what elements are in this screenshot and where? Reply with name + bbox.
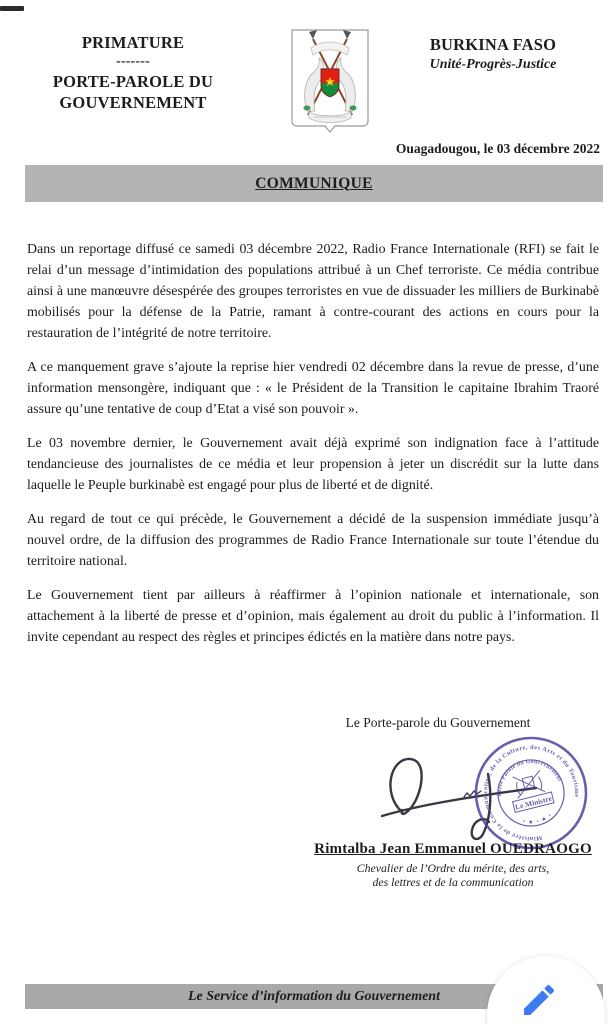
header-left-block bbox=[24, 32, 242, 113]
signatory-role: Le Porte-parole du Gouvernement bbox=[345, 715, 531, 730]
paragraph-1: Dans un reportage diffusé ce samedi 03 décembre 2022, Radio France Internationale (RFI) se fait le relai d’un message d’intimidation des populations attribué à un Chef terroriste. Ce média contribue ainsi à une manœuvre désespérée des groupes terroristes en vue de dissuader les milliers de Burkinabè mobilisés pour la défense de la Patrie, ramant à contre-courant des actions en cours pour la restauration de l’intégrité de notre territoire. bbox=[27, 242, 599, 341]
burkina-faso-coat-of-arms-icon bbox=[286, 27, 374, 135]
scan-artifact bbox=[0, 6, 24, 11]
svg-text:Ministère de la Communication, bbox=[472, 734, 591, 853]
dept-name-line1: PORTE-PAROLE DU bbox=[52, 72, 214, 91]
national-motto: Unité-Progrès-Justice bbox=[429, 57, 557, 72]
signatory-honors-line2: des lettres et de la communication bbox=[372, 874, 534, 889]
footer-text: Le Service d’information du Gouvernement bbox=[188, 988, 440, 1004]
paragraph-5: Le Gouvernement tient par ailleurs à réaffirmer à l’opinion nationale et internationale, son attachement à la liberté de presse et d’opinion, mais également au droit du public à l’information. Il invite cependant au respect des règles et principes édictés en la matière dans notre pays. bbox=[27, 588, 599, 645]
edit-button[interactable] bbox=[487, 956, 605, 1024]
document-title: COMMUNIQUE bbox=[255, 174, 373, 192]
title-banner bbox=[25, 165, 603, 202]
header-right-block bbox=[380, 34, 606, 75]
org-name: PRIMATURE bbox=[81, 33, 185, 52]
stamp-stars: • ★ • ★ • bbox=[522, 812, 554, 826]
signatory-block bbox=[302, 841, 604, 889]
pencil-icon bbox=[519, 980, 559, 1020]
paragraph-4: Au regard de tout ce qui précède, le Gouvernement a décidé de la suspension immédiate jusqu’à nouvel ordre, de la diffusion des programmes de Radio France Internationale sur toute l’étendue du territoire national. bbox=[27, 512, 599, 569]
dateline: Ouagadougou, le 03 décembre 2022 bbox=[395, 141, 600, 156]
document-body bbox=[27, 239, 599, 661]
stamp-inner-text: Porte Parole du Gouvernement bbox=[496, 758, 563, 797]
paragraph-2: A ce manquement grave s’ajoute la reprise hier vendredi 02 décembre dans la revue de presse, d’une information mensongère, indiquant que : « le Président de la Transition le capitaine Ibrahim Traoré assure qu’une tentative de coup d’Etat a visé son pouvoir ». bbox=[27, 360, 599, 417]
country-name: BURKINA FASO bbox=[429, 35, 557, 54]
stamp-outer-text: Ministère de la Communication, de la Culture, des Arts et du Tourisme bbox=[481, 743, 581, 843]
stamp-center-text: Le Ministre bbox=[514, 793, 553, 812]
dept-name-line2: GOUVERNEMENT bbox=[59, 93, 207, 112]
header-separator: ------- bbox=[115, 54, 151, 69]
paragraph-3: Le 03 novembre dernier, le Gouvernement avait déjà exprimé son indignation face à l’attitude tendancieuse des journalistes de ce média et leur propension à jeter un discrédit sur la lutte dans laquelle le Peuple burkinabè est engagé pour plus de liberté et de dignité. bbox=[27, 436, 599, 493]
signatory-name: Rimtalba Jean Emmanuel OUEDRAOGO bbox=[314, 841, 592, 857]
signatory-honors-line1: Chevalier de l’Ordre du mérite, des arts, bbox=[356, 861, 550, 875]
